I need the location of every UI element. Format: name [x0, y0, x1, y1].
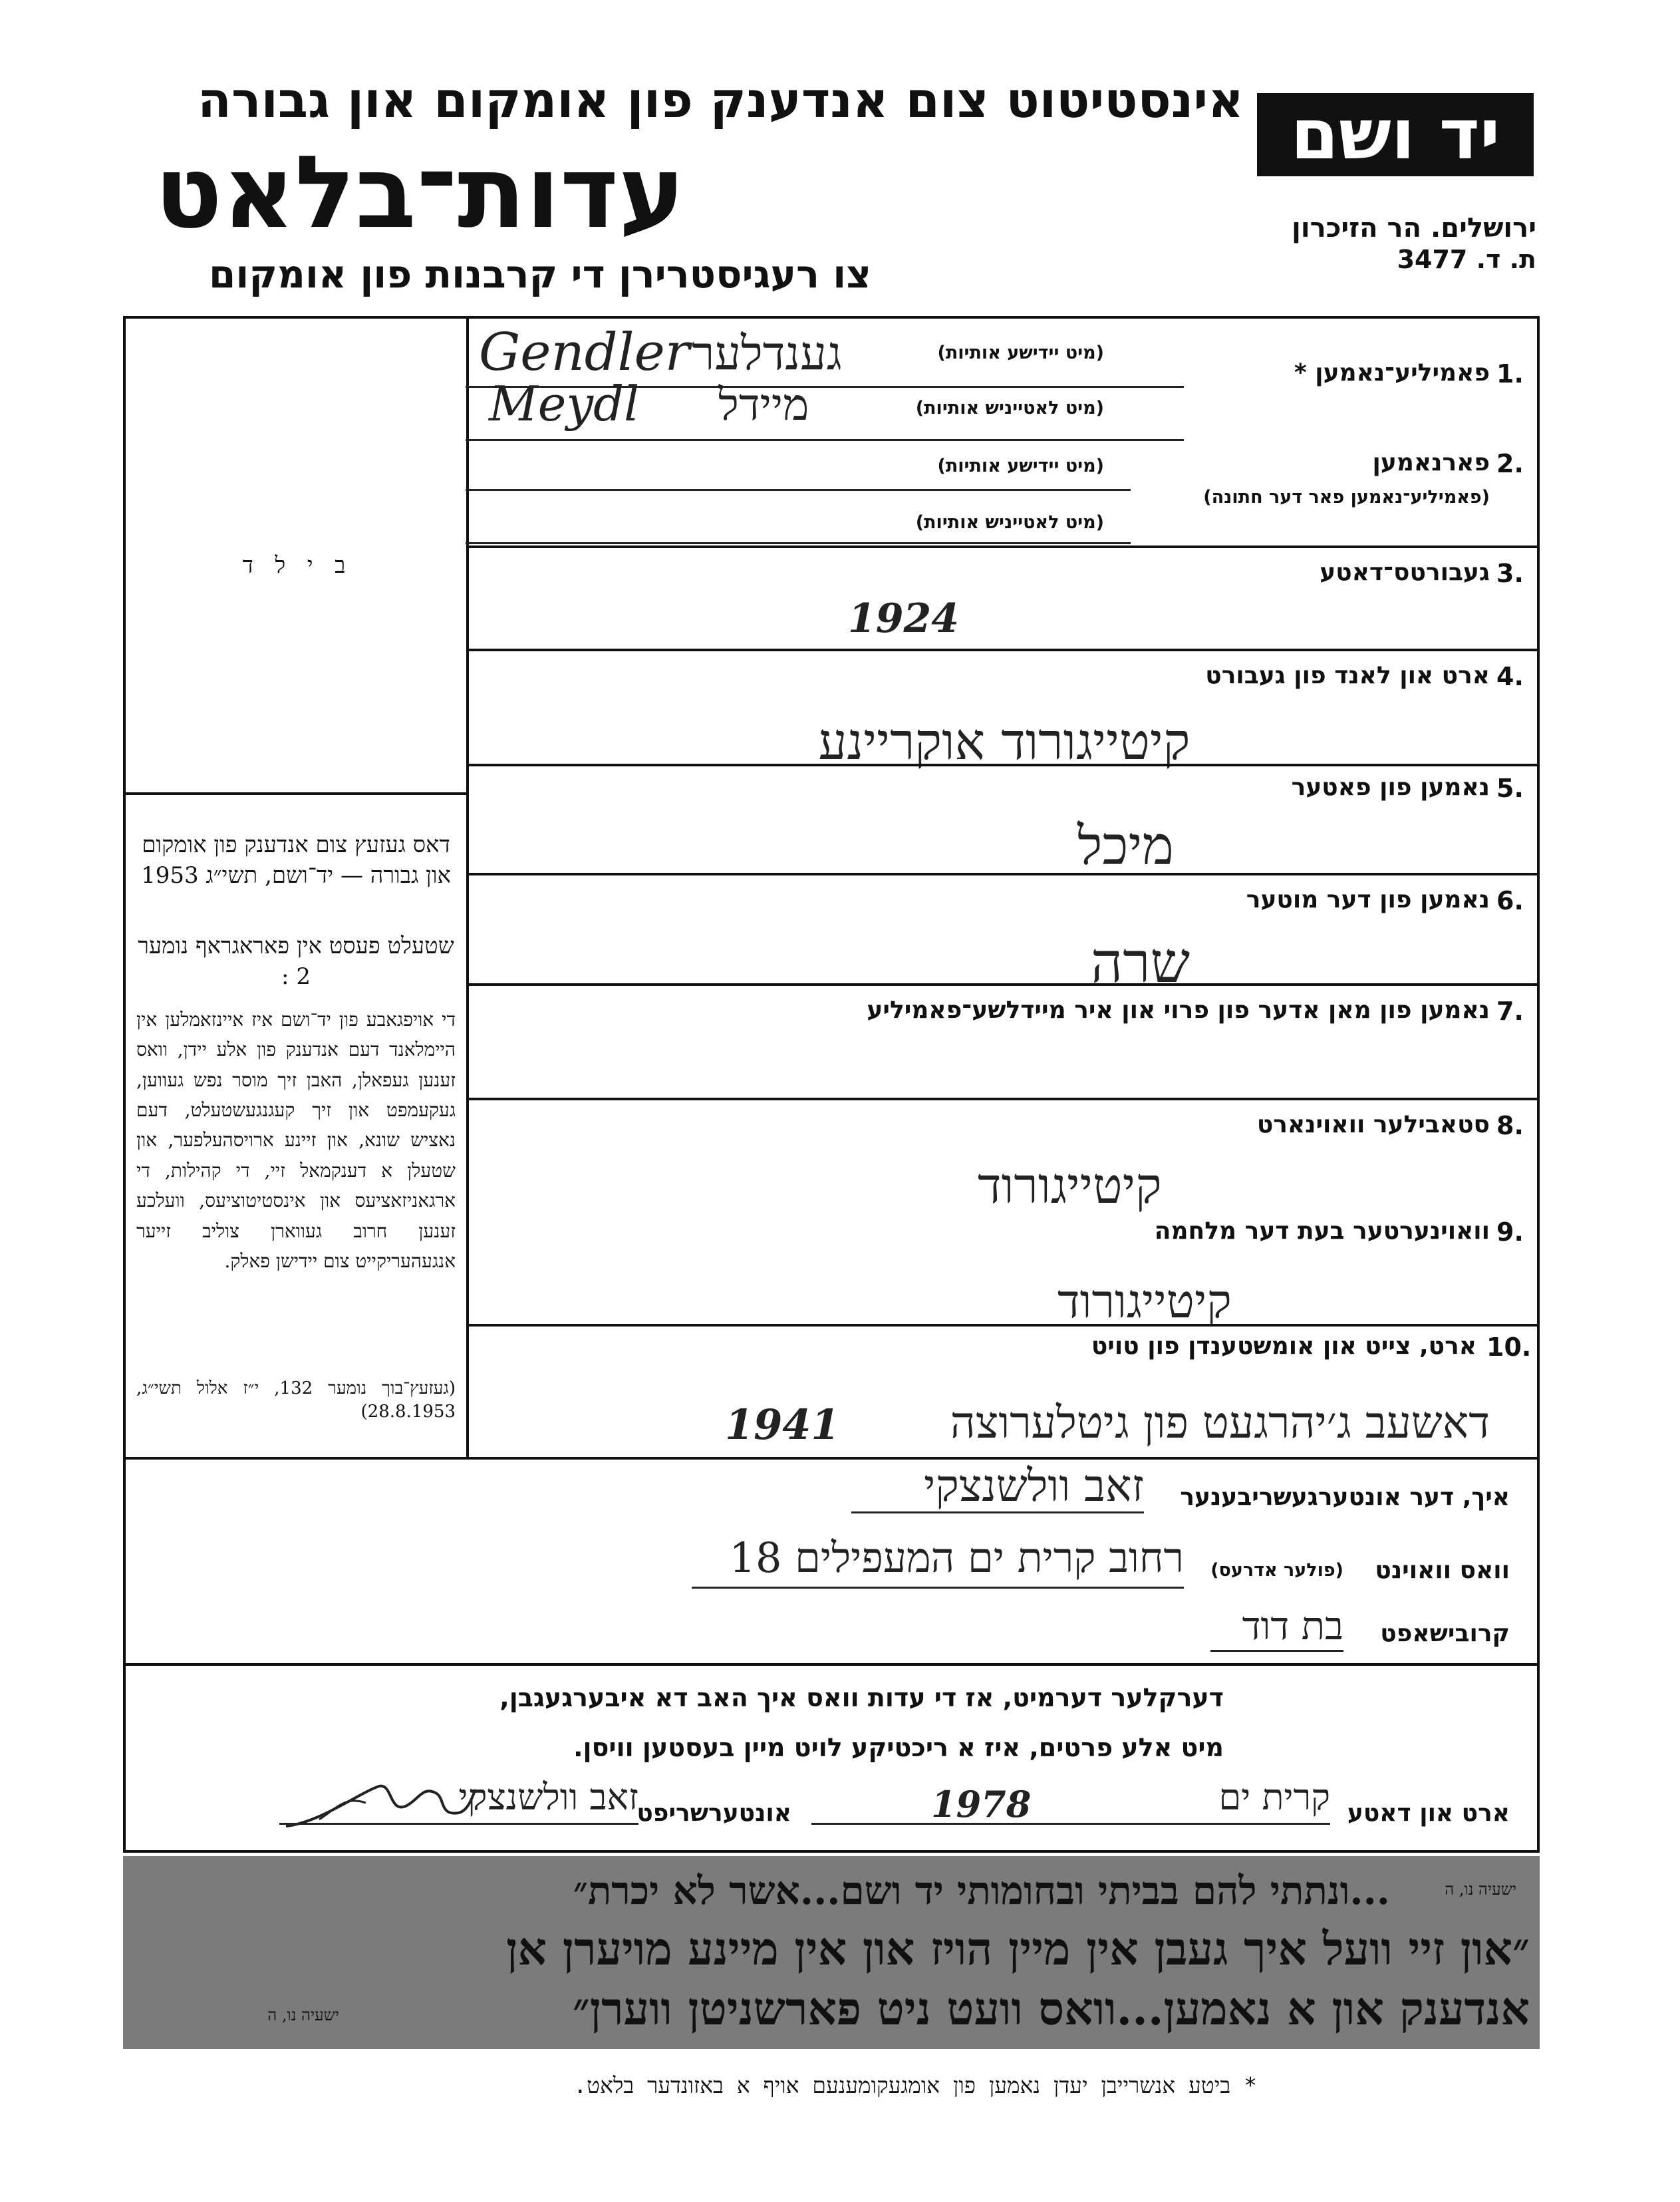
separator-3 [469, 546, 1540, 548]
field-5-label: נאמען פון פאטער [1291, 774, 1490, 801]
field-1-label: פאמיליע־נאמען * [1294, 359, 1490, 387]
field-4-label: ארט און לאנד פון געבורט [1205, 662, 1490, 689]
declaration-line-2: מיט אלע פרטים, איז א ריכטיקע לויט מיין בעסטען וויסן. [573, 1733, 1224, 1762]
relationship-label: קרובישאפט [1380, 1620, 1510, 1647]
field-5-number: 5. [1496, 774, 1524, 803]
field-9-value[interactable]: קיטייגורוד [1057, 1274, 1232, 1329]
law-citation: דאס געזעץ צום אנדענק פון אומקום און גבורה — יד־ושם, תשי״ג 1953 [141, 832, 451, 889]
field-4-value[interactable]: קיטייגורוד אוקריינע [818, 712, 1190, 771]
separator-declaration [123, 1663, 1540, 1666]
footnote: * ביטע אנשרייבן יעדן נאמען פון אומגעקומענעם אויף א באזונדער בלאט. [573, 2072, 1257, 2098]
separator-7 [469, 983, 1540, 986]
field-2-hint-latin: (מיט לאטייניש אותיות) [915, 512, 1104, 533]
declaration-line-1: דערקלער דערמיט, אז די עדות וואס איך האב דא איבערגעגבן, [499, 1683, 1224, 1712]
submitter-address-hint: (פולער אדרעס) [1210, 1560, 1343, 1581]
submitter-address-value[interactable]: רחוב קרית ים המעפילים 18 [729, 1533, 1184, 1582]
signature-line [279, 1823, 638, 1825]
field-10-number: 10. [1486, 1333, 1532, 1362]
field-10-value[interactable]: דאשעב ג׳יהרגעט פון גיטלערוצה [950, 1397, 1490, 1448]
field-1-given-yiddish[interactable]: מיידל [718, 379, 809, 430]
institute-title: אינסטיטוט צום אנדענק פון אומקום און גבורה [198, 72, 1244, 129]
field-6-label: נאמען פון דער מוטער [1246, 886, 1490, 913]
submitter-address-label: וואס וואוינט [1375, 1557, 1510, 1584]
field-2-sublabel: (פאמיליע־נאמען פאר דער חתונה) [1203, 487, 1490, 508]
place-date-line [811, 1823, 1330, 1825]
field-8-value[interactable]: קיטייגורוד [978, 1158, 1162, 1215]
document-subtitle: צו רעגיסטרירן די קרבנות פון אומקום [209, 251, 871, 297]
address-line-1: ירושלים. הר הזיכרון [1292, 213, 1536, 243]
field-1-number: 1. [1496, 359, 1524, 389]
field-7-number: 7. [1496, 997, 1524, 1026]
law-book-ref: (געזעץ־בוך נומער 132, י״ז אלול תשי״ג, 28.8.1953) [136, 1378, 456, 1422]
handwritten-signature[interactable] [279, 1766, 479, 1839]
declaration-date[interactable]: 1978 [931, 1783, 1032, 1825]
field-2-label: פארנאמען [1372, 449, 1490, 476]
submitter-name-value[interactable]: זאב וולשנצקי [924, 1460, 1144, 1511]
declaration-place[interactable]: קרית ים [1218, 1776, 1330, 1818]
banner-line-3: אנדענק און א נאמען...וואס וועט ניט פארשניטן ווערן״ [572, 1982, 1530, 2036]
separator-5 [469, 764, 1540, 766]
law-paragraph-ref: שטעלט פעסט אין פאראגראף נומער 2 : [138, 933, 454, 990]
field-3-label: געבורטס־דאטע [1320, 559, 1490, 586]
signature-typed-name[interactable]: זאב וולשנצקי [458, 1776, 638, 1818]
yad-vashem-logo: יד ושם [1257, 93, 1534, 176]
address-line-2: ת. ד. 3477 [1397, 245, 1536, 274]
field-9-label: וואוינערטער בעת דער מלחמה [1154, 1217, 1490, 1245]
separator-8 [469, 1098, 1540, 1100]
separator-4 [469, 649, 1540, 651]
field-1-value-yiddish[interactable]: גענדלער [692, 326, 842, 381]
relationship-line [1210, 1650, 1343, 1652]
field-3-number: 3. [1496, 559, 1524, 588]
field-3-value[interactable]: 1924 [848, 595, 959, 642]
field-8-number: 8. [1496, 1111, 1524, 1140]
field-7-label: נאמען פון מאן אדער פון פרוי און איר מיידלשע־פאמיליע [867, 997, 1490, 1024]
relationship-value[interactable]: בת דוד [1242, 1603, 1343, 1649]
field-2-line-2 [466, 542, 1131, 544]
separator-submitter [123, 1457, 1540, 1460]
field-1-line-2 [466, 439, 1184, 441]
separator-10 [469, 1324, 1540, 1327]
field-9-number: 9. [1496, 1217, 1524, 1247]
field-1-value-latin[interactable]: Gendler [479, 323, 690, 383]
field-1-hint-latin: (מיט לאטייניש אותיות) [915, 398, 1104, 418]
banner-line-3-ref: ישעיה נו, ה [267, 2006, 339, 2024]
field-1-hint-yiddish: (מיט יידישע אותיות) [937, 343, 1104, 363]
banner-line-1: ...ונתתי להם בביתי ובחומותי יד ושם...אשר לא יכרת״ [573, 1868, 1390, 1913]
submitter-address-line [692, 1587, 1184, 1589]
photo-label: ב י ל ד [242, 552, 350, 579]
banner-line-2: ״און זיי וועל איך געבן אין מיין הויז און אין מיינע מויערן אן [506, 1923, 1530, 1976]
field-8-label: סטאבילער וואוינארט [1256, 1111, 1490, 1138]
field-2-hint-yiddish: (מיט יידישע אותיות) [937, 456, 1104, 476]
submitter-name-label: איך, דער אונטערגעשריבענער [1180, 1484, 1510, 1511]
field-1-given-latin[interactable]: Meydl [489, 376, 640, 432]
field-4-number: 4. [1496, 662, 1524, 691]
law-text: די אויפגאבע פון יד־ושם איז איינזאמלען אין היימלאנד דעם אנדענק פון אלע יידן, וואס זענען געפאלן, האבן זיך מוסר נפש געווען, געקעמפט און זיך קעגנגעשטעלט, דעם נאציש שונא, און זיינע ארויסהעלפער, און שטעלן א דענקמאל זיי, די קהילות, די ארגאניזאציעס און אינסטיטוציעס, וועלכע זענען חרוב געווארן צוליב זייער אנגעהעריקייט צום יידישן פאלק. [136, 1009, 456, 1272]
signature-label: אונטערשריפט [636, 1800, 791, 1827]
field-6-number: 6. [1496, 886, 1524, 915]
place-date-label-text: ארט און דאטע [1347, 1800, 1510, 1827]
field-2-line-1 [466, 489, 1131, 491]
separator-6 [469, 873, 1540, 875]
field-10-year[interactable]: 1941 [725, 1400, 840, 1449]
field-5-value[interactable]: מיכל [1077, 815, 1174, 877]
field-6-value[interactable]: שרה [1091, 930, 1190, 995]
field-2-number: 2. [1496, 449, 1524, 478]
submitter-name-line [851, 1511, 1144, 1513]
banner-line-1-ref: ישעיה נו, ה [1445, 1880, 1516, 1899]
field-10-label: ארט, צייט און אומשטענדן פון טויט [1091, 1333, 1476, 1360]
document-title: עדות־בלאט [154, 135, 685, 251]
